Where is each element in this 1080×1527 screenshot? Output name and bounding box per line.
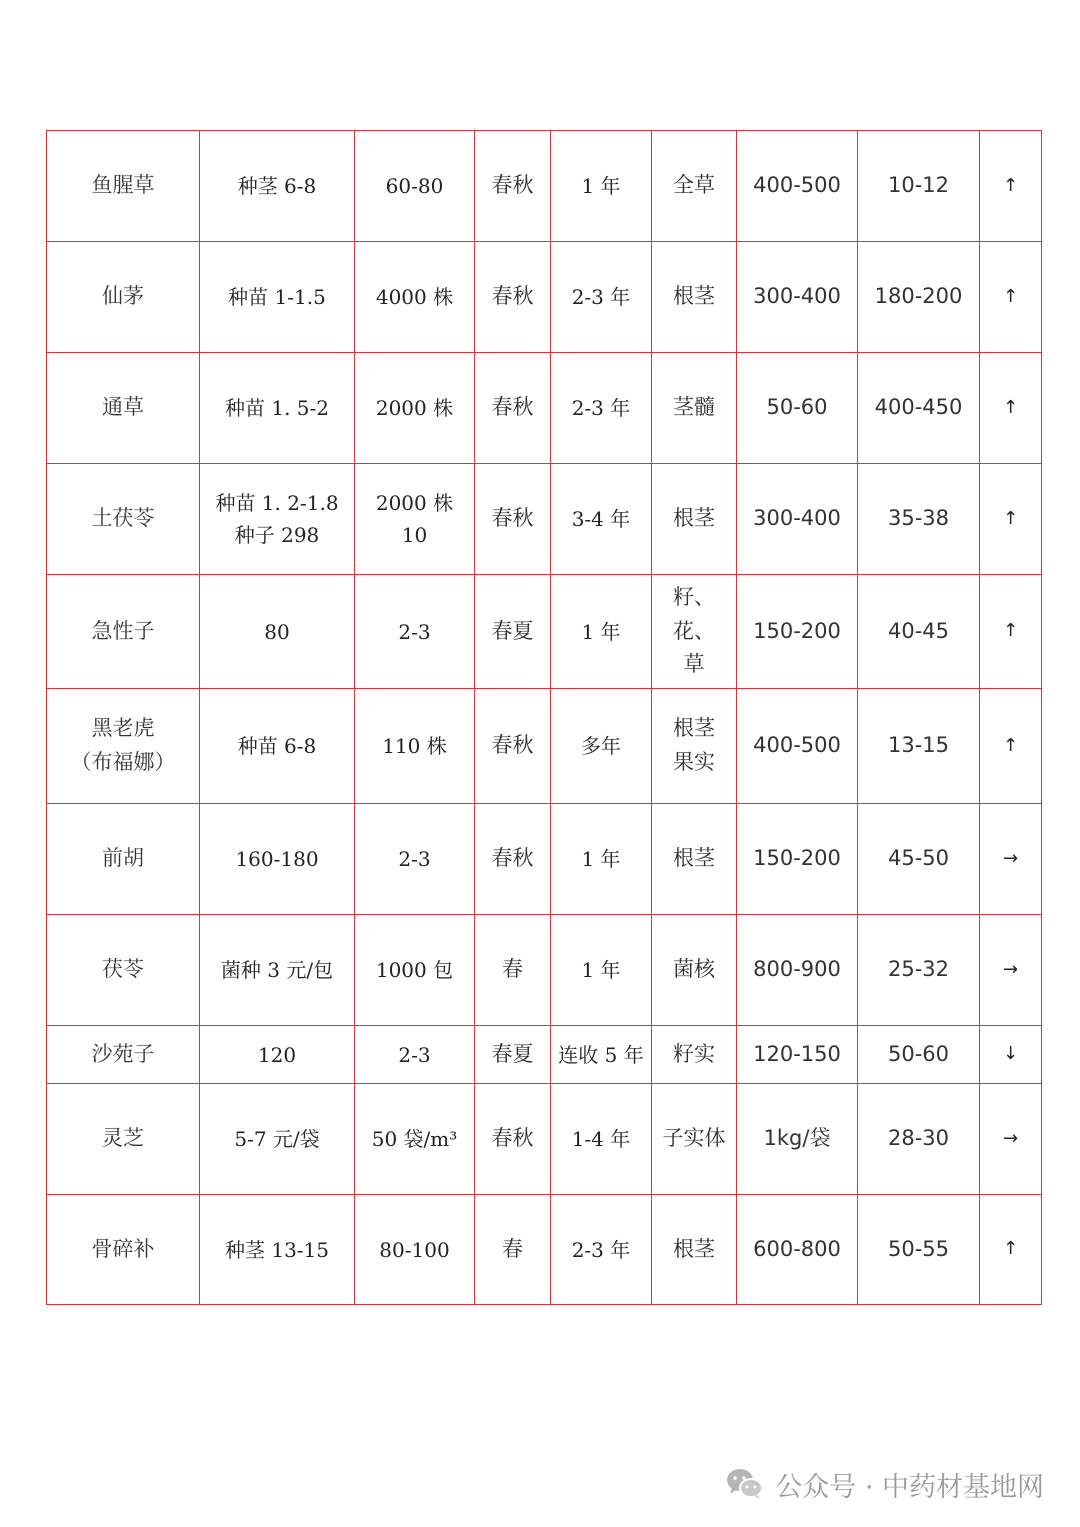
table-row [47, 353, 1042, 464]
seed-spec-cell-line: 菌种 3 元/包 [220, 958, 334, 982]
seed-amount-cell [355, 1026, 475, 1084]
watermark-text: 公众号 · 中药材基地网 [775, 1471, 1044, 1503]
herb-name-cell [47, 1195, 200, 1305]
medicinal-part-cell [652, 689, 737, 804]
seed-amount-cell-line: 2000 株 [375, 491, 454, 515]
price-cell: 35-38 [858, 464, 980, 575]
seed-amount-cell-line: 2-3 [398, 847, 431, 871]
medicinal-part-cell [652, 575, 737, 689]
seed-amount-cell-line: 10 [401, 523, 428, 547]
seed-spec-cell [200, 1084, 355, 1195]
seed-spec-cell-line: 种茎 6-8 [237, 174, 317, 198]
price-cell: 400-450 [858, 353, 980, 464]
trend-arrow-cell: ↑ [980, 353, 1042, 464]
seed-amount-cell-line: 60-80 [385, 174, 444, 198]
seed-amount-cell-line: 2000 株 [375, 396, 454, 420]
medicinal-part-cell-line: 草 [683, 652, 705, 677]
seed-spec-cell-line: 种苗 1-1.5 [228, 285, 326, 309]
price-cell: 180-200 [858, 242, 980, 353]
yield-cell: 800-900 [737, 915, 858, 1026]
herb-name-cell-line: 骨碎补 [91, 1236, 155, 1261]
herb-name-cell-line: 黑老虎 [91, 716, 155, 741]
price-cell: 28-30 [858, 1084, 980, 1195]
herb-name-cell-line: 前胡 [102, 846, 144, 871]
herb-name-cell-line: 仙茅 [102, 284, 144, 309]
wechat-icon [725, 1467, 765, 1501]
seed-amount-cell [355, 464, 475, 575]
yield-cell: 600-800 [737, 1195, 858, 1305]
seed-spec-cell [200, 804, 355, 915]
seed-spec-cell [200, 575, 355, 689]
seed-amount-cell-line: 2-3 [398, 1042, 431, 1067]
medicinal-part-cell [652, 1026, 737, 1084]
planting-season-cell: 春 [475, 1195, 551, 1305]
herb-name-cell [47, 915, 200, 1026]
planting-season-cell: 春秋 [475, 131, 551, 242]
herb-name-cell [47, 242, 200, 353]
medicinal-part-cell-line: 根茎 [673, 506, 715, 531]
seed-amount-cell-line: 80-100 [379, 1237, 450, 1262]
seed-spec-cell-line: 160-180 [235, 847, 319, 871]
medicinal-part-cell-line: 根茎 [673, 846, 715, 871]
medicinal-part-cell [652, 242, 737, 353]
seed-spec-cell [200, 353, 355, 464]
herb-name-cell [47, 353, 200, 464]
yield-cell: 300-400 [737, 242, 858, 353]
trend-arrow-cell: ↑ [980, 1195, 1042, 1305]
medicinal-part-cell [652, 915, 737, 1026]
trend-arrow-cell: → [980, 915, 1042, 1026]
medicinal-part-cell-line: 籽实 [673, 1041, 715, 1066]
herb-planting-table [46, 130, 1042, 1305]
seed-amount-cell [355, 242, 475, 353]
trend-arrow-cell: → [980, 804, 1042, 915]
herb-name-cell [47, 689, 200, 804]
herb-name-cell [47, 131, 200, 242]
herb-name-cell-line: 土茯苓 [91, 506, 155, 531]
seed-spec-cell [200, 915, 355, 1026]
seed-spec-cell-line: 5-7 元/袋 [234, 1127, 320, 1151]
medicinal-part-cell [652, 353, 737, 464]
trend-arrow-cell: → [980, 1084, 1042, 1195]
herb-name-cell [47, 575, 200, 689]
yield-cell: 120-150 [737, 1026, 858, 1084]
yield-cell: 1kg/袋 [737, 1084, 858, 1195]
seed-spec-cell-line: 种苗 6-8 [237, 734, 317, 758]
trend-arrow-cell: ↑ [980, 464, 1042, 575]
medicinal-part-cell [652, 131, 737, 242]
seed-spec-cell [200, 464, 355, 575]
seed-spec-cell-line: 种子 298 [234, 523, 320, 547]
growth-cycle-cell: 多年 [551, 689, 652, 804]
seed-amount-cell [355, 689, 475, 804]
yield-cell: 400-500 [737, 131, 858, 242]
planting-season-cell: 春秋 [475, 804, 551, 915]
trend-arrow-cell: ↑ [980, 575, 1042, 689]
medicinal-part-cell-line: 根茎 [673, 284, 715, 309]
yield-cell: 150-200 [737, 575, 858, 689]
medicinal-part-cell-line: 全草 [673, 173, 715, 198]
table-row [47, 804, 1042, 915]
table-row [47, 1026, 1042, 1084]
table-row [47, 131, 1042, 242]
medicinal-part-cell-line: 根茎 [673, 716, 715, 741]
table-row [47, 915, 1042, 1026]
table-row [47, 1195, 1042, 1305]
herb-name-cell-line: （布福娜） [70, 750, 176, 774]
seed-amount-cell-line: 1000 包 [375, 958, 454, 982]
seed-spec-cell-line: 120 [257, 1042, 297, 1067]
price-cell: 13-15 [858, 689, 980, 804]
growth-cycle-cell: 2-3 年 [551, 353, 652, 464]
price-cell: 45-50 [858, 804, 980, 915]
planting-season-cell: 春秋 [475, 242, 551, 353]
herb-name-cell [47, 464, 200, 575]
table-row [47, 464, 1042, 575]
planting-season-cell: 春秋 [475, 689, 551, 804]
herb-name-cell-line: 急性子 [91, 618, 155, 643]
price-cell: 10-12 [858, 131, 980, 242]
seed-spec-cell [200, 131, 355, 242]
seed-amount-cell [355, 1195, 475, 1305]
trend-arrow-cell: ↓ [980, 1026, 1042, 1084]
planting-season-cell: 春秋 [475, 464, 551, 575]
seed-spec-cell-line: 种茎 13-15 [224, 1237, 329, 1262]
seed-amount-cell [355, 575, 475, 689]
medicinal-part-cell-line: 果实 [673, 750, 715, 774]
yield-cell: 400-500 [737, 689, 858, 804]
seed-spec-cell-line: 种苗 1. 2-1.8 [215, 491, 339, 515]
herb-name-cell-line: 灵芝 [102, 1126, 144, 1151]
seed-spec-cell [200, 1195, 355, 1305]
seed-spec-cell-line: 种苗 1. 5-2 [224, 396, 329, 420]
medicinal-part-cell [652, 1195, 737, 1305]
seed-amount-cell [355, 131, 475, 242]
herb-name-cell-line: 沙苑子 [91, 1041, 155, 1066]
yield-cell: 300-400 [737, 464, 858, 575]
medicinal-part-cell [652, 464, 737, 575]
growth-cycle-cell: 3-4 年 [551, 464, 652, 575]
seed-amount-cell [355, 1084, 475, 1195]
seed-spec-cell [200, 242, 355, 353]
growth-cycle-cell: 1 年 [551, 575, 652, 689]
seed-amount-cell-line: 2-3 [398, 619, 431, 644]
planting-season-cell: 春夏 [475, 575, 551, 689]
seed-spec-cell [200, 689, 355, 804]
price-cell: 40-45 [858, 575, 980, 689]
planting-season-cell: 春秋 [475, 1084, 551, 1195]
growth-cycle-cell: 连收 5 年 [551, 1026, 652, 1084]
planting-season-cell: 春 [475, 915, 551, 1026]
medicinal-part-cell-line: 根茎 [673, 1236, 715, 1261]
medicinal-part-cell-line: 茎髓 [673, 395, 715, 420]
table-row [47, 242, 1042, 353]
growth-cycle-cell: 2-3 年 [551, 1195, 652, 1305]
growth-cycle-cell: 1-4 年 [551, 1084, 652, 1195]
herb-name-cell-line: 茯苓 [102, 957, 144, 982]
herb-name-cell-line: 鱼腥草 [91, 173, 155, 198]
seed-amount-cell-line: 4000 株 [375, 285, 454, 309]
seed-spec-cell [200, 1026, 355, 1084]
herb-name-cell-line: 通草 [102, 395, 144, 420]
price-cell: 25-32 [858, 915, 980, 1026]
yield-cell: 50-60 [737, 353, 858, 464]
price-cell: 50-60 [858, 1026, 980, 1084]
growth-cycle-cell: 1 年 [551, 915, 652, 1026]
planting-season-cell: 春夏 [475, 1026, 551, 1084]
medicinal-part-cell-line: 子实体 [662, 1126, 726, 1151]
seed-amount-cell [355, 353, 475, 464]
herb-name-cell [47, 804, 200, 915]
growth-cycle-cell: 1 年 [551, 131, 652, 242]
seed-amount-cell [355, 915, 475, 1026]
medicinal-part-cell [652, 1084, 737, 1195]
herb-name-cell [47, 1084, 200, 1195]
medicinal-part-cell-line: 菌核 [673, 957, 715, 982]
price-cell: 50-55 [858, 1195, 980, 1305]
medicinal-part-cell-line: 籽、花、 [673, 585, 715, 643]
table-row [47, 575, 1042, 689]
watermark-footer [725, 1464, 1044, 1504]
trend-arrow-cell: ↑ [980, 242, 1042, 353]
trend-arrow-cell: ↑ [980, 131, 1042, 242]
herb-name-cell [47, 1026, 200, 1084]
seed-amount-cell-line: 110 株 [382, 734, 447, 758]
table-row [47, 1084, 1042, 1195]
seed-spec-cell-line: 80 [264, 619, 290, 644]
planting-season-cell: 春秋 [475, 353, 551, 464]
growth-cycle-cell: 2-3 年 [551, 242, 652, 353]
trend-arrow-cell: ↑ [980, 689, 1042, 804]
growth-cycle-cell: 1 年 [551, 804, 652, 915]
medicinal-part-cell [652, 804, 737, 915]
seed-amount-cell [355, 804, 475, 915]
yield-cell: 150-200 [737, 804, 858, 915]
table-row [47, 689, 1042, 804]
seed-amount-cell-line: 50 袋/m³ [371, 1127, 458, 1151]
